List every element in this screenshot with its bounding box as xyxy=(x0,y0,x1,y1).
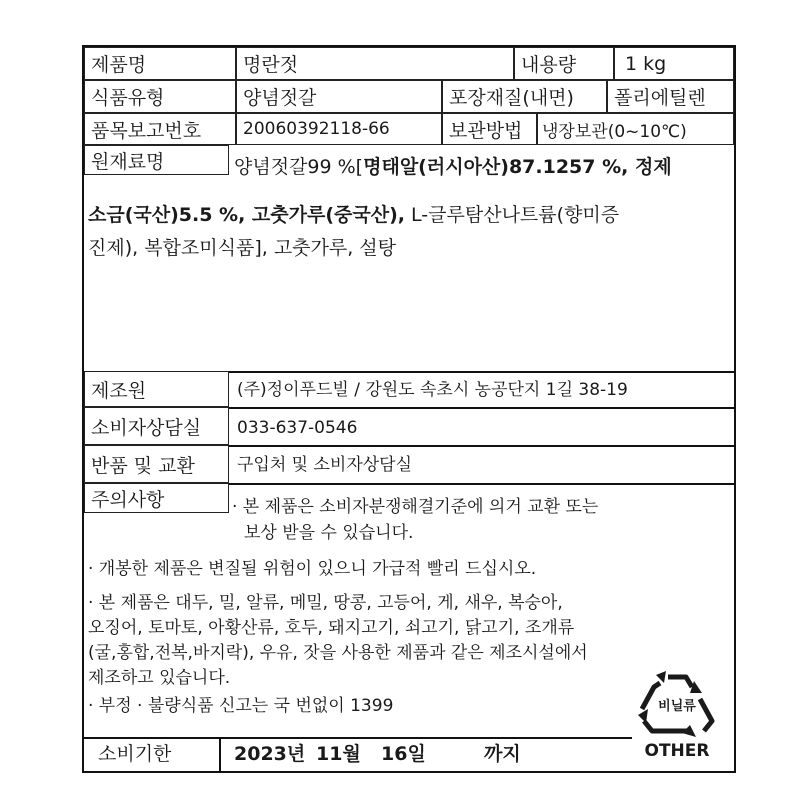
cautions-intro-line-2: 보상 받을 수 있습니다. xyxy=(244,523,414,543)
allergen-line-2: 오징어, 토마토, 아황산류, 호두, 돼지고기, 쇠고기, 닭고기, 조개류 xyxy=(88,618,575,638)
food-label xyxy=(82,45,736,773)
recycle-material: 비닐류 xyxy=(658,699,696,714)
product-name-label: 제품명 xyxy=(84,47,236,80)
expiry-month: 11월 xyxy=(316,743,361,765)
consumer-center-label: 소비자상담실 xyxy=(84,407,229,445)
volume-label: 내용량 xyxy=(514,47,614,80)
recycle-mark xyxy=(632,669,722,765)
returns-value: 구입처 및 소비자상담실 xyxy=(237,455,413,475)
manufacturer-label: 제조원 xyxy=(84,371,229,407)
expiry-year: 2023년 xyxy=(234,743,306,765)
packaging-label: 포장재질(내면) xyxy=(442,80,607,113)
manufacturer-value: (주)정이푸드빌 / 강원도 속초시 농공단지 1길 38-19 xyxy=(237,380,628,400)
allergen-line-3: (굴,홍합,전복,바지락), 우유, 잣을 사용한 제품과 같은 제조시설에서 xyxy=(88,643,588,663)
expiry-suffix: 까지 xyxy=(484,743,521,765)
ingredients-line-2: 소금(국산)5.5 %, 고춧가루(중국산), L-글루탐산나트륨(향미증 xyxy=(88,204,620,226)
expiry-label: 소비기한 xyxy=(98,743,172,765)
product-name-value: 명란젓 xyxy=(236,47,514,80)
divider xyxy=(219,737,221,773)
report-no-label: 품목보고번호 xyxy=(84,113,236,145)
allergen-line-4: 제조하고 있습니다. xyxy=(88,668,231,688)
food-type-value: 양념젓갈 xyxy=(236,80,442,113)
consumer-center-value: 033-637-0546 xyxy=(237,418,358,438)
notice-opened-product: · 개봉한 제품은 변질될 위험이 있으니 가급적 빨리 드십시오. xyxy=(88,559,537,579)
storage-value: 냉장보관(0~10℃) xyxy=(537,113,734,145)
ingredients-line-1: 양념젓갈99 %[명태알(러시아산)87.1257 %, 정제 xyxy=(234,156,672,178)
food-type-label: 식품유형 xyxy=(84,80,236,113)
ingredients-line-3: 진제), 복합조미식품], 고춧가루, 설탕 xyxy=(88,237,397,259)
cautions-label: 주의사항 xyxy=(84,483,229,513)
allergen-line-1: · 본 제품은 대두, 밀, 알류, 메밀, 땅콩, 고등어, 게, 새우, 복숭아, xyxy=(88,593,563,613)
packaging-value: 폴리에틸렌 xyxy=(607,80,734,113)
cautions-intro-line-1: · 본 제품은 소비자분쟁해결기준에 의거 교환 또는 xyxy=(232,497,599,517)
report-hotline: · 부정 · 불량식품 신고는 국 번없이 1399 xyxy=(88,696,394,716)
ingredients-label: 원재료명 xyxy=(84,145,229,175)
divider xyxy=(84,737,632,739)
storage-label: 보관방법 xyxy=(442,113,537,145)
expiry-day: 16일 xyxy=(381,743,426,765)
recycle-type: OTHER xyxy=(644,741,710,761)
volume-value: 1 kg xyxy=(614,47,734,80)
returns-label: 반품 및 교환 xyxy=(84,445,229,483)
report-no-value: 20060392118-66 xyxy=(236,113,442,145)
